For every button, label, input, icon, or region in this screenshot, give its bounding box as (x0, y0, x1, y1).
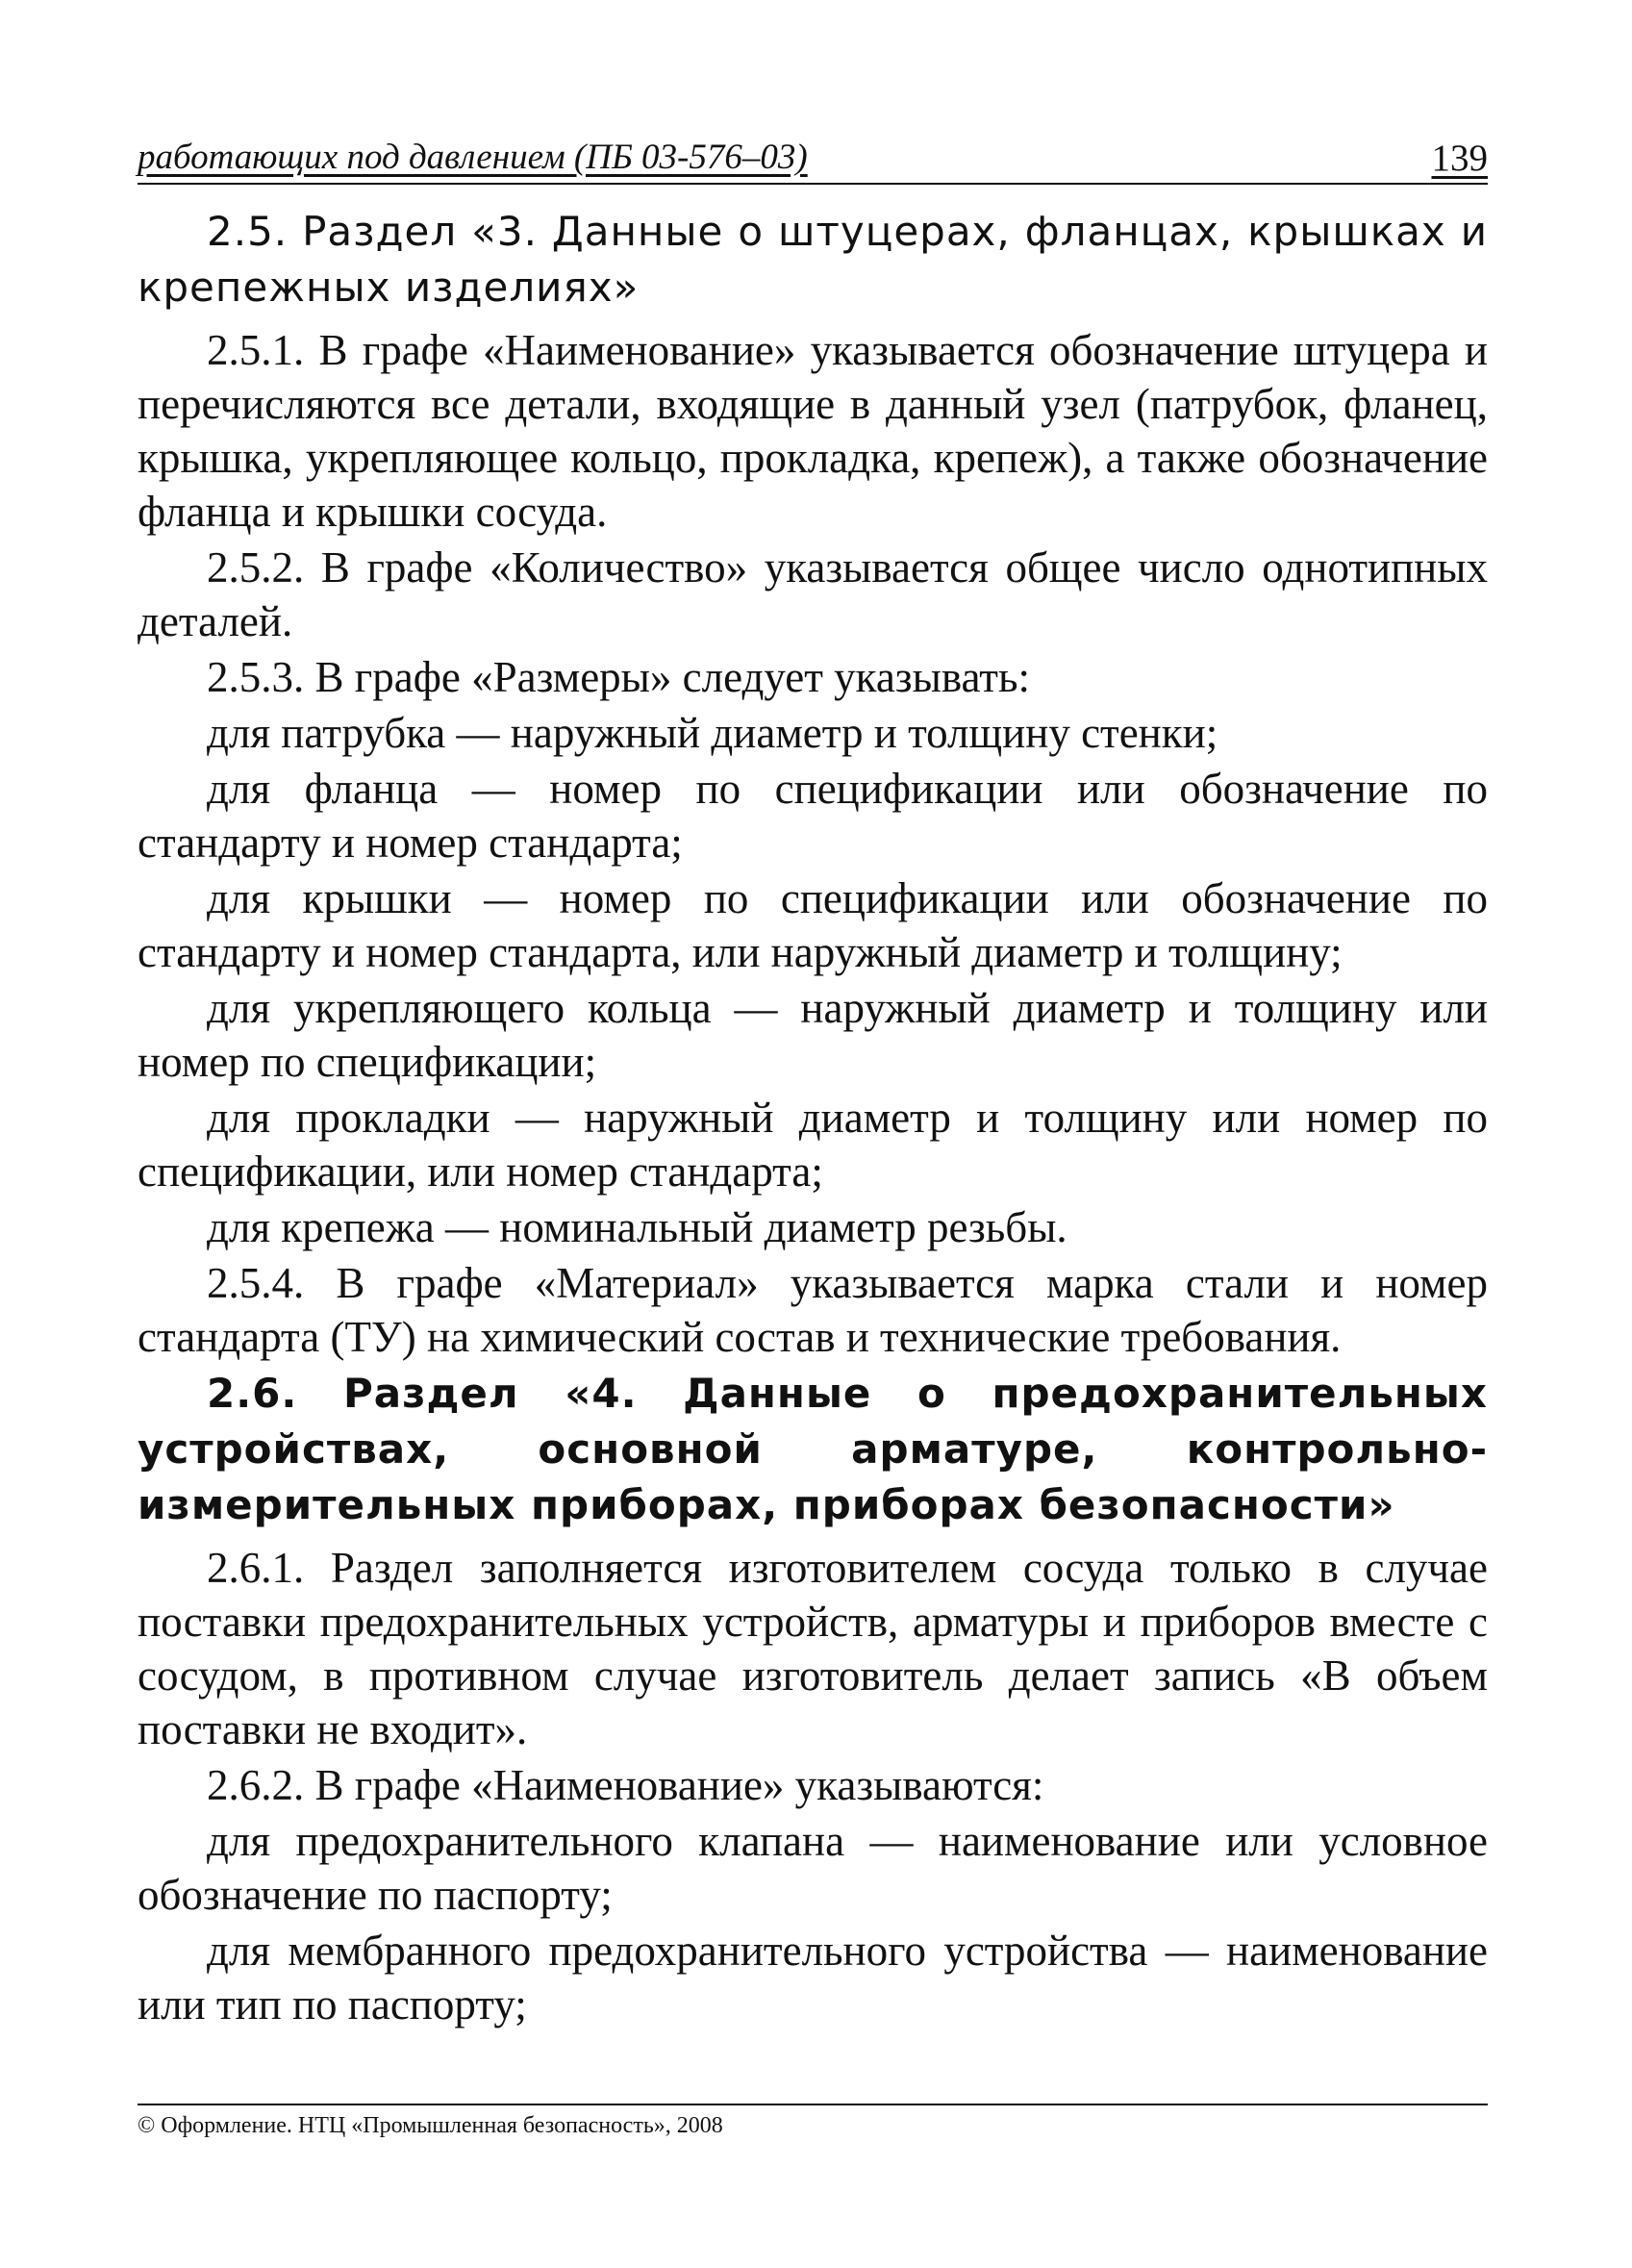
paragraph-2-6-2: 2.6.2. В графе «Наименование» указываются: (207, 1761, 1044, 1809)
running-title: работающих под давлением (ПБ 03-576–03) (138, 138, 808, 177)
paragraph-item-flanets: для фланца — номер по спецификации или обозначение по стандарту и номер стандарта; (138, 765, 1488, 867)
paragraph-item-krepezh: для крепежа — номинальный диаметр резьбы. (207, 1203, 1067, 1251)
running-header (138, 135, 1488, 185)
page-content (138, 204, 1488, 2033)
section-heading-2-6: 2.6. Раздел «4. Данные о предохранительных устройствах, основной арматуре, контрольно-измерительных приборах, приборах безопасности» (138, 1370, 1488, 1528)
paragraph-item-patrubok: для патрубка — наружный диаметр и толщину стенки; (207, 709, 1218, 757)
paragraph-2-5-4: 2.5.4. В графе «Материал» указывается марка стали и номер стандарта (ТУ) на химический состав и технические требования. (138, 1259, 1488, 1361)
page-number: 139 (1431, 138, 1488, 179)
paragraph-item-prokladka: для прокладки — наружный диаметр и толщину или номер по спецификации, или номер стандарта; (138, 1094, 1488, 1196)
section-heading-2-5: 2.5. Раздел «3. Данные о штуцерах, фланцах, крышках и крепежных изделиях» (138, 208, 1488, 311)
paragraph-2-6-1: 2.6.1. Раздел заполняется изготовителем сосуда только в случае поставки предохранительных устройств, арматуры и приборов вместе с сосудом, в противном случае изготовитель делает запись «В объем поставки не входит». (138, 1544, 1488, 1753)
paragraph-2-5-3: 2.5.3. В графе «Размеры» следует указывать: (207, 653, 1030, 701)
footer-copyright: © Оформление. НТЦ «Промышленная безопасность», 2008 (138, 2113, 723, 2138)
paragraph-item-klapan: для предохранительного клапана — наименование или условное обозначение по паспорту; (138, 1817, 1488, 1919)
paragraph-2-5-2: 2.5.2. В графе «Количество» указывается общее число однотипных деталей. (138, 543, 1488, 645)
paragraph-item-koltso: для укрепляющего кольца — наружный диаметр и толщину или номер по спецификации; (138, 984, 1488, 1086)
paragraph-item-kryshka: для крышки — номер по спецификации или обозначение по стандарту и номер стандарта, или наружный диаметр и толщину; (138, 874, 1488, 976)
footer-divider (138, 2104, 1488, 2105)
paragraph-item-membrana: для мембранного предохранительного устройства — наименование или тип по паспорту; (138, 1927, 1488, 2029)
paragraph-2-5-1: 2.5.1. В графе «Наименование» указывается обозначение штуцера и перечисляются все детали, входящие в данный узел (патрубок, фланец, крышка, укрепляющее кольцо, прокладка, крепеж), а также обозначение фланца и крышки сосуда. (138, 326, 1488, 536)
